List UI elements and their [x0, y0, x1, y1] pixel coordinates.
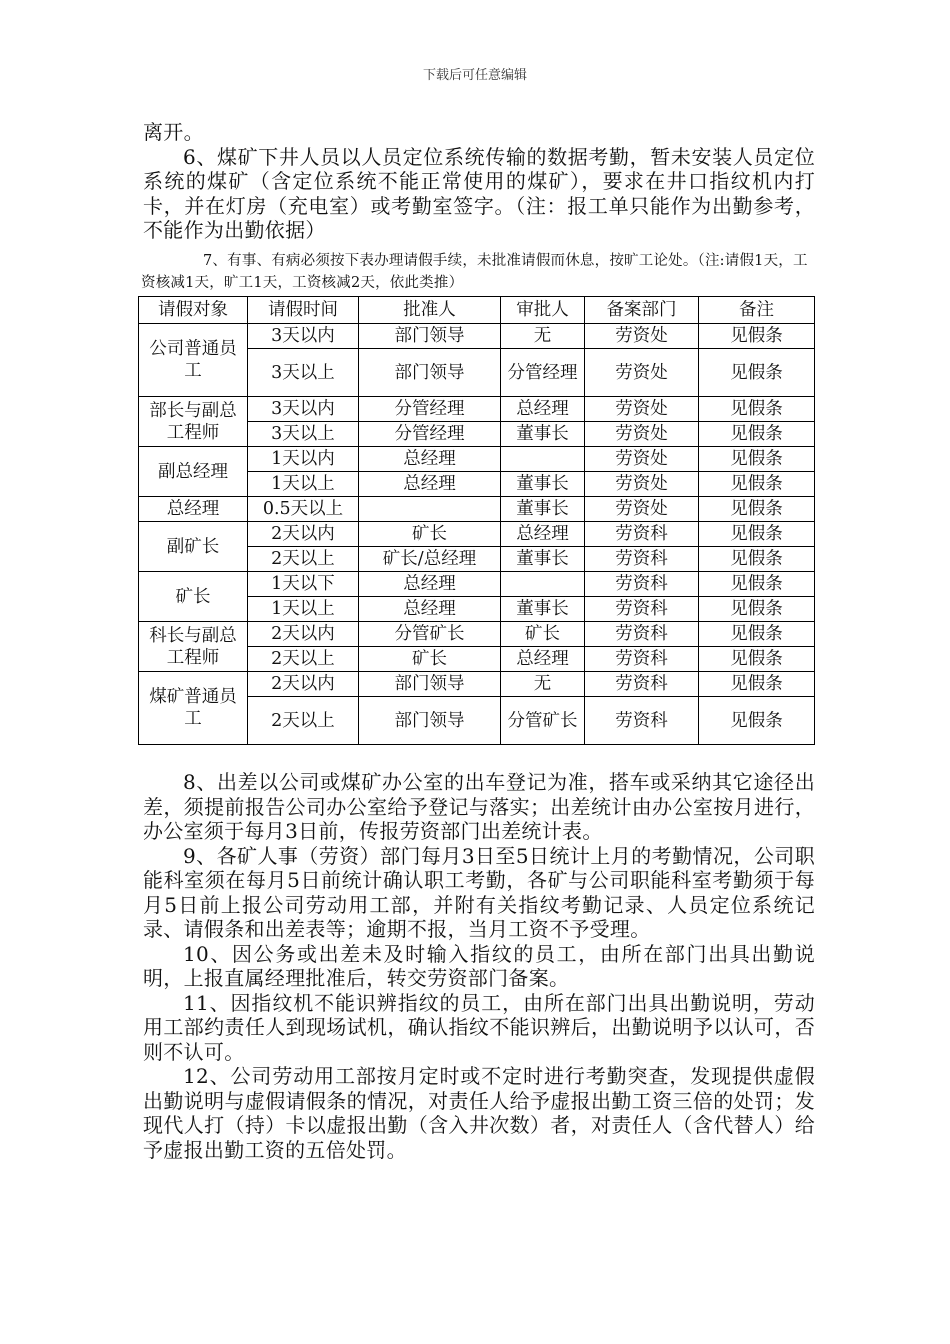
bottom-text	[143, 770, 815, 1162]
table-row	[139, 672, 815, 697]
reviewer-cell: 董事长	[501, 497, 585, 522]
time-cell: 1天以上	[248, 472, 359, 497]
dept-cell: 劳资科	[585, 572, 699, 597]
reviewer-cell: 无	[501, 324, 585, 349]
dept-cell: 劳资处	[585, 422, 699, 447]
note-cell: 见假条	[699, 497, 815, 522]
reviewer-cell: 总经理	[501, 647, 585, 672]
reviewer-cell: 分管矿长	[501, 697, 585, 745]
note-cell: 见假条	[699, 472, 815, 497]
header-cell: 审批人	[501, 297, 585, 324]
leave-approval-table	[138, 296, 815, 745]
paragraph-12: 12、公司劳动用工部按月定时或不定时进行考勤突查，发现提供虚假出勤说明与虚假请假条的情况，对责任人给予虚报出勤工资三倍的处罚；发现代人打（持）卡以虚报出勤（含入井次数）者，对责任人（含代替人）给予虚报出勤工资的五倍处罚。	[143, 1064, 815, 1162]
time-cell: 0.5天以上	[248, 497, 359, 522]
time-cell: 2天以上	[248, 697, 359, 745]
approver-cell: 部门领导	[359, 324, 501, 349]
approver-cell: 分管经理	[359, 397, 501, 422]
approver-cell: 总经理	[359, 472, 501, 497]
time-cell: 2天以内	[248, 672, 359, 697]
header-cell: 备案部门	[585, 297, 699, 324]
dept-cell: 劳资科	[585, 672, 699, 697]
note-7	[141, 250, 817, 294]
table-header-row	[139, 297, 815, 324]
note-cell: 见假条	[699, 324, 815, 349]
object-cell: 副总经理	[139, 447, 248, 497]
dept-cell: 劳资科	[585, 622, 699, 647]
time-cell: 3天以上	[248, 349, 359, 397]
note-cell: 见假条	[699, 522, 815, 547]
paragraph-8: 8、出差以公司或煤矿办公室的出车登记为准，搭车或采纳其它途径出差，须提前报告公司办公室给予登记与落实；出差统计由办公室按月进行，办公室须于每月3日前，传报劳资部门出差统计表。	[143, 770, 815, 843]
time-cell: 3天以内	[248, 397, 359, 422]
note-cell: 见假条	[699, 647, 815, 672]
note-cell: 见假条	[699, 447, 815, 472]
object-cell: 科长与副总工程师	[139, 622, 248, 672]
object-cell: 总经理	[139, 497, 248, 522]
note-cell: 见假条	[699, 572, 815, 597]
reviewer-cell	[501, 572, 585, 597]
header-cell: 批准人	[359, 297, 501, 324]
reviewer-cell	[501, 447, 585, 472]
approver-cell: 分管矿长	[359, 622, 501, 647]
note-cell: 见假条	[699, 397, 815, 422]
object-cell: 部长与副总工程师	[139, 397, 248, 447]
time-cell: 1天以上	[248, 597, 359, 622]
approver-cell: 矿长	[359, 522, 501, 547]
note-cell: 见假条	[699, 697, 815, 745]
dept-cell: 劳资处	[585, 324, 699, 349]
approver-cell: 矿长/总经理	[359, 547, 501, 572]
table-row	[139, 497, 815, 522]
object-cell: 副矿长	[139, 522, 248, 572]
note-cell: 见假条	[699, 622, 815, 647]
approver-cell: 部门领导	[359, 672, 501, 697]
reviewer-cell: 总经理	[501, 522, 585, 547]
dept-cell: 劳资处	[585, 497, 699, 522]
object-cell: 矿长	[139, 572, 248, 622]
dept-cell: 劳资科	[585, 697, 699, 745]
table-row	[139, 324, 815, 349]
time-cell: 1天以内	[248, 447, 359, 472]
dept-cell: 劳资科	[585, 522, 699, 547]
table-row	[139, 572, 815, 597]
table-row	[139, 522, 815, 547]
time-cell: 2天以内	[248, 622, 359, 647]
object-cell: 煤矿普通员工	[139, 672, 248, 745]
header-cell: 请假对象	[139, 297, 248, 324]
approver-cell: 总经理	[359, 447, 501, 472]
note-cell: 见假条	[699, 672, 815, 697]
approver-cell: 矿长	[359, 647, 501, 672]
time-cell: 2天以上	[248, 647, 359, 672]
reviewer-cell: 董事长	[501, 422, 585, 447]
approver-cell: 部门领导	[359, 697, 501, 745]
note-cell: 见假条	[699, 422, 815, 447]
time-cell: 3天以内	[248, 324, 359, 349]
paragraph-6: 6、煤矿下井人员以人员定位系统传输的数据考勤，暂未安装人员定位系统的煤矿（含定位系统不能正常使用的煤矿），要求在井口指纹机内打卡，并在灯房（充电室）或考勤室签字。（注：报工单只能作为出勤参考，不能作为出勤依据）	[143, 144, 815, 242]
page-header: 下载后可任意编辑	[422, 68, 527, 83]
approver-cell: 部门领导	[359, 349, 501, 397]
dept-cell: 劳资处	[585, 472, 699, 497]
paragraph-10: 10、因公务或出差未及时输入指纹的员工，由所在部门出具出勤说明，上报直属经理批准后，转交劳资部门备案。	[143, 941, 815, 990]
reviewer-cell: 董事长	[501, 597, 585, 622]
reviewer-cell: 分管经理	[501, 349, 585, 397]
dept-cell: 劳资处	[585, 349, 699, 397]
paragraph-11: 11、因指纹机不能识辨指纹的员工，由所在部门出具出勤说明，劳动用工部约责任人到现场试机，确认指纹不能识辨后，出勤说明予以认可，否则不认可。	[143, 990, 815, 1064]
table-row	[139, 397, 815, 422]
dept-cell: 劳资科	[585, 647, 699, 672]
table-row	[139, 447, 815, 472]
note-cell: 见假条	[699, 547, 815, 572]
header-cell: 请假时间	[248, 297, 359, 324]
reviewer-cell: 矿长	[501, 622, 585, 647]
dept-cell: 劳资科	[585, 597, 699, 622]
dept-cell: 劳资科	[585, 547, 699, 572]
paragraph-7: 7、有事、有病必须按下表办理请假手续，未批准请假而休息，按旷工论处。（注:请假1天，工资核减1天，旷工1天，工资核减2天，依此类推）	[141, 253, 808, 291]
time-cell: 1天以下	[248, 572, 359, 597]
paragraph-continuation: 离开。	[143, 120, 204, 144]
reviewer-cell: 无	[501, 672, 585, 697]
top-text	[143, 120, 815, 243]
time-cell: 2天以内	[248, 522, 359, 547]
header-cell: 备注	[699, 297, 815, 324]
reviewer-cell: 董事长	[501, 472, 585, 497]
approver-cell: 分管经理	[359, 422, 501, 447]
note-cell: 见假条	[699, 597, 815, 622]
time-cell: 3天以上	[248, 422, 359, 447]
approver-cell: 总经理	[359, 572, 501, 597]
approver-cell	[359, 497, 501, 522]
dept-cell: 劳资处	[585, 447, 699, 472]
paragraph-9: 9、各矿人事（劳资）部门每月3日至5日统计上月的考勤情况，公司职能科室须在每月5日前统计确认职工考勤，各矿与公司职能科室考勤须于每月5日前上报公司劳动用工部，并附有关指纹考勤记录、人员定位系统记录、请假条和出差表等；逾期不报，当月工资不予受理。	[143, 843, 815, 941]
approver-cell: 总经理	[359, 597, 501, 622]
object-cell: 公司普通员工	[139, 324, 248, 397]
reviewer-cell: 董事长	[501, 547, 585, 572]
time-cell: 2天以上	[248, 547, 359, 572]
reviewer-cell: 总经理	[501, 397, 585, 422]
note-cell: 见假条	[699, 349, 815, 397]
dept-cell: 劳资处	[585, 397, 699, 422]
table-row	[139, 622, 815, 647]
